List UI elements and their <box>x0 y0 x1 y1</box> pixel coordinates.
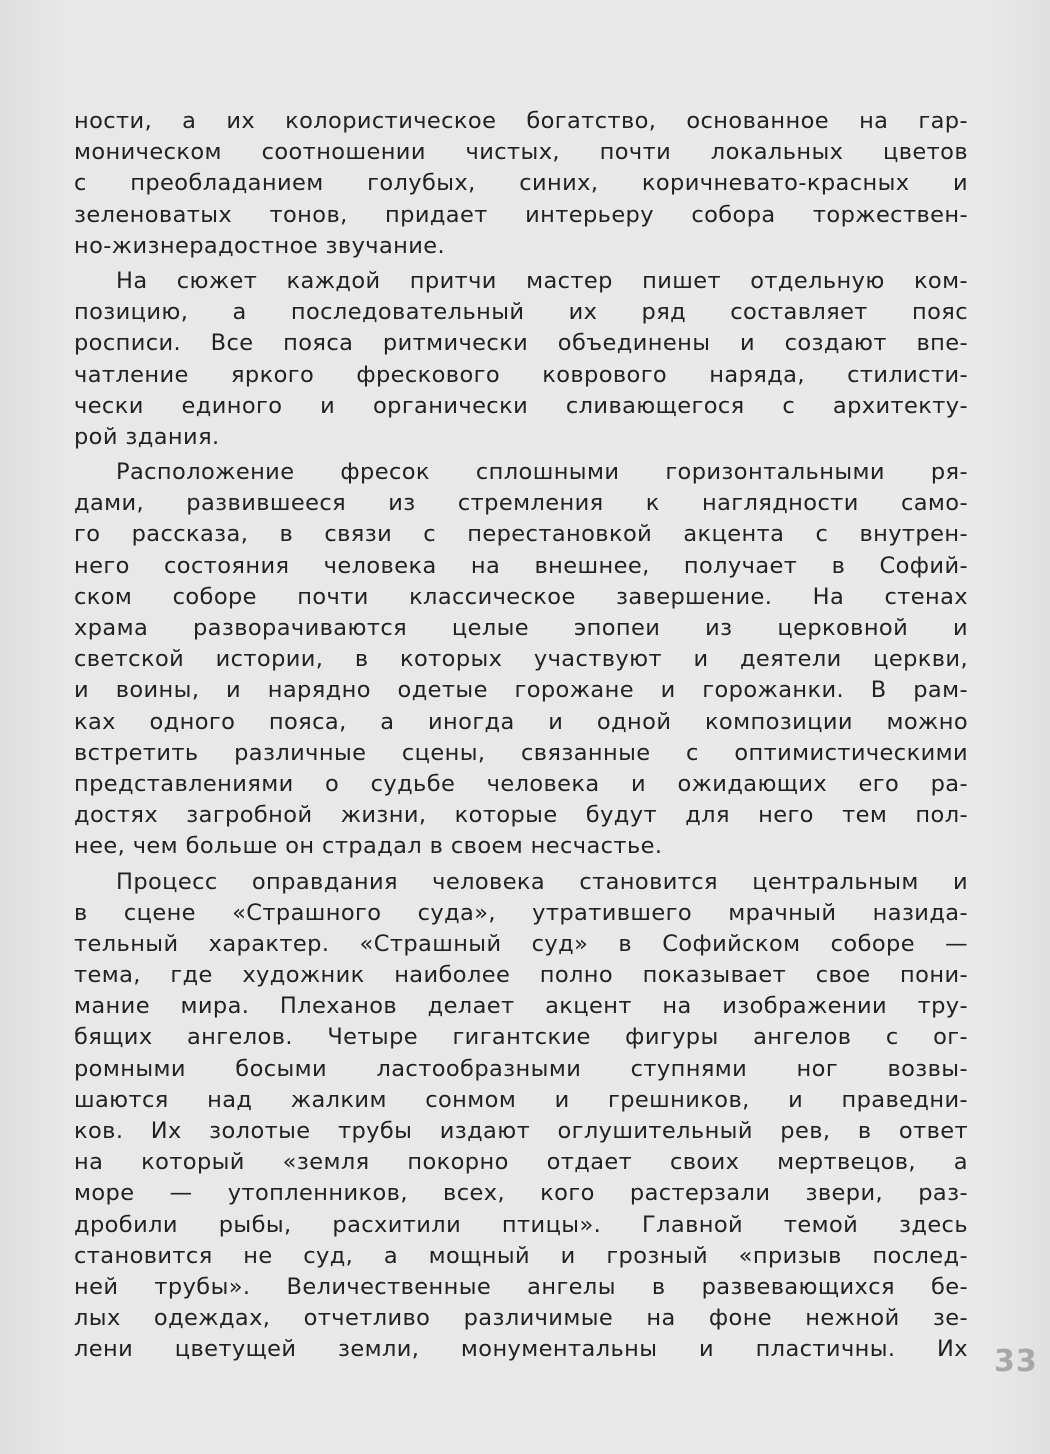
text-line: На сюжет каждой притчи мастер пишет отдельную ком- <box>116 267 968 294</box>
text-line: рой здания. <box>74 423 220 450</box>
text-line: зеленоватых тонов, придает интерьеру собора торжествен- <box>74 201 968 228</box>
page-number: 33 <box>994 1344 1038 1379</box>
text-line: мание мира. Плеханов делает акцент на изображении тру- <box>74 993 968 1020</box>
text-line: но-жизнерадостное звучание. <box>74 232 446 259</box>
text-line: ках одного пояса, а иногда и одной композиции можно <box>74 708 968 735</box>
text-line: позицию, а последовательный их ряд составляет пояс <box>74 299 968 326</box>
text-line: чатление яркого фрескового коврового наряда, стилисти- <box>74 361 968 388</box>
paragraph-2 <box>74 266 968 453</box>
text-line: тельный характер. «Страшный суд» в Софийском соборе — <box>74 930 968 957</box>
text-line: ромными босыми ластообразными ступнями ног возвы- <box>74 1055 968 1082</box>
text-line: с преобладанием голубых, синих, коричневато-красных и <box>74 170 968 197</box>
text-line: шаются над жалким сонмом и грешников, и праведни- <box>74 1086 968 1113</box>
text-line: становится не суд, а мощный и грозный «призыв послед- <box>74 1242 968 1269</box>
text-line: достях загробной жизни, которые будут для него тем пол- <box>74 802 968 829</box>
text-line: моническом соотношении чистых, почти локальных цветов <box>74 139 968 166</box>
text-line: го рассказа, в связи с перестановкой акцента с внутрен- <box>74 521 968 548</box>
paragraph-3 <box>74 457 968 862</box>
text-line: него состояния человека на внешнее, получает в Софий- <box>74 552 968 579</box>
text-line: лени цветущей земли, монументальны и пластичны. Их <box>74 1336 968 1363</box>
text-line: ском соборе почти классическое завершение. На стенах <box>74 583 968 610</box>
text-line: представлениями о судьбе человека и ожидающих его ра- <box>74 770 968 797</box>
text-line: тема, где художник наиболее полно показывает свое пони- <box>74 962 968 989</box>
text-line: лых одеждах, отчетливо различимые на фоне нежной зе- <box>74 1305 968 1332</box>
text-line: ков. Их золотые трубы издают оглушительный рев, в ответ <box>74 1118 968 1144</box>
text-line: дробили рыбы, расхитили птицы». Главной темой здесь <box>74 1211 968 1238</box>
text-line: Расположение фресок сплошными горизонтальными ря- <box>116 459 968 486</box>
text-line: храма разворачиваются целые эпопеи из церковной и <box>74 615 968 641</box>
text-line: Процесс оправдания человека становится центральным и <box>116 868 968 895</box>
text-line: светской истории, в которых участвуют и деятели церкви, <box>74 646 968 673</box>
text-line: бящих ангелов. Четыре гигантские фигуры ангелов с ог- <box>74 1024 968 1051</box>
text-line: росписи. Все пояса ритмически объединены и создают впе- <box>74 330 968 357</box>
text-line: ней трубы». Величественные ангелы в развевающихся бе- <box>74 1273 968 1300</box>
text-line: нее, чем больше он страдал в своем несчастье. <box>74 833 663 860</box>
text-line: чески единого и органически сливающегося с архитекту- <box>74 392 968 419</box>
text-line: на который «земля покорно отдает своих мертвецов, а <box>74 1149 968 1176</box>
text-line: в сцене «Страшного суда», утратившего мрачный назида- <box>74 899 968 926</box>
text-line: ности, а их колористическое богатство, основанное на гар- <box>74 108 968 134</box>
text-line: встретить различные сцены, связанные с оптимистическими <box>74 739 968 766</box>
text-line: море — утопленников, всех, кого растерзали звери, раз- <box>74 1180 968 1207</box>
text-column <box>74 106 968 1366</box>
text-line: и воины, и нарядно одетые горожане и горожанки. В рам- <box>74 677 968 704</box>
paragraph-1 <box>74 106 968 262</box>
paragraph-4 <box>74 867 968 1366</box>
text-line: дами, развившееся из стремления к наглядности само- <box>74 490 968 517</box>
